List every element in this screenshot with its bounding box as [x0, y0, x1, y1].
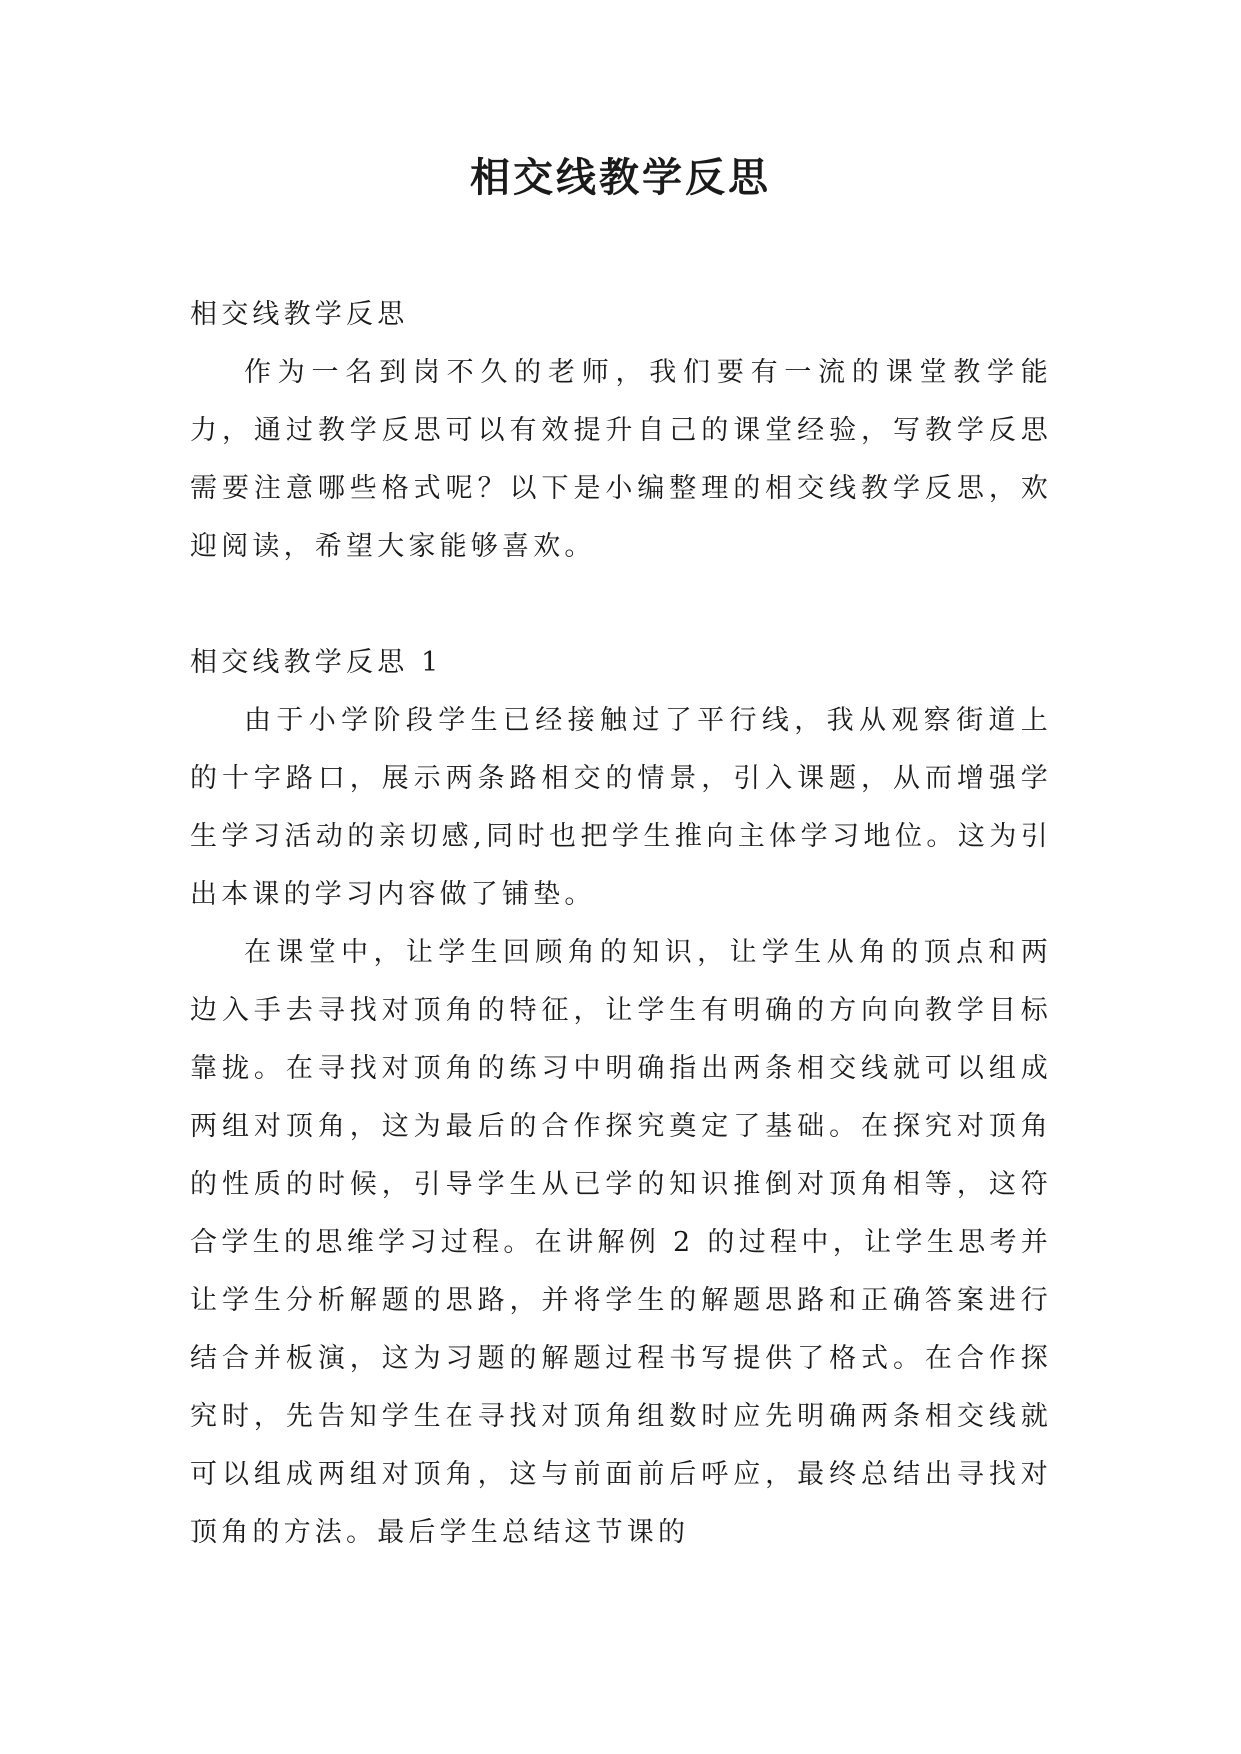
body-paragraph: 由于小学阶段学生已经接触过了平行线，我从观察街道上的十字路口，展示两条路相交的情景，引入课题，从而增强学生学习活动的亲切感,同时也把学生推向主体学习地位。这为引出本课的学习内容做了铺垫。 [190, 705, 1052, 910]
section-heading: 相交线教学反思 1 [190, 647, 443, 678]
body-paragraph: 在课堂中，让学生回顾角的知识，让学生从角的顶点和两边入手去寻找对顶角的特征，让学生有明确的方向向教学目标靠拢。在寻找对顶角的练习中明确指出两条相交线就可以组成两组对顶角，这为最后的合作探究奠定了基础。在探究对顶角的性质的时候，引导学生从已学的知识推倒对顶角相等，这符合学生的思维学习过程。在讲解例 2 的过程中，让学生思考并让学生分析解题的思路，并将学生的解题思路和正确答案进行结合并板演，这为习题的解题过程书写提供了格式。在合作探究时，先告知学生在寻找对顶角组数时应先明确两条相交线就可以组成两组对顶角，这与前面前后呼应，最终总结出寻找对顶角的方法。最后学生总结这节课的 [190, 937, 1052, 1548]
document-body [190, 286, 1052, 1562]
document-title: 相交线教学反思 [470, 154, 771, 201]
intro-paragraph: 作为一名到岗不久的老师，我们要有一流的课堂教学能力，通过教学反思可以有效提升自己的课堂经验，写教学反思需要注意哪些格式呢？以下是小编整理的相交线教学反思，欢迎阅读，希望大家能够喜欢。 [190, 357, 1052, 562]
intro-heading: 相交线教学反思 [190, 299, 409, 330]
section-spacer [190, 576, 1052, 634]
